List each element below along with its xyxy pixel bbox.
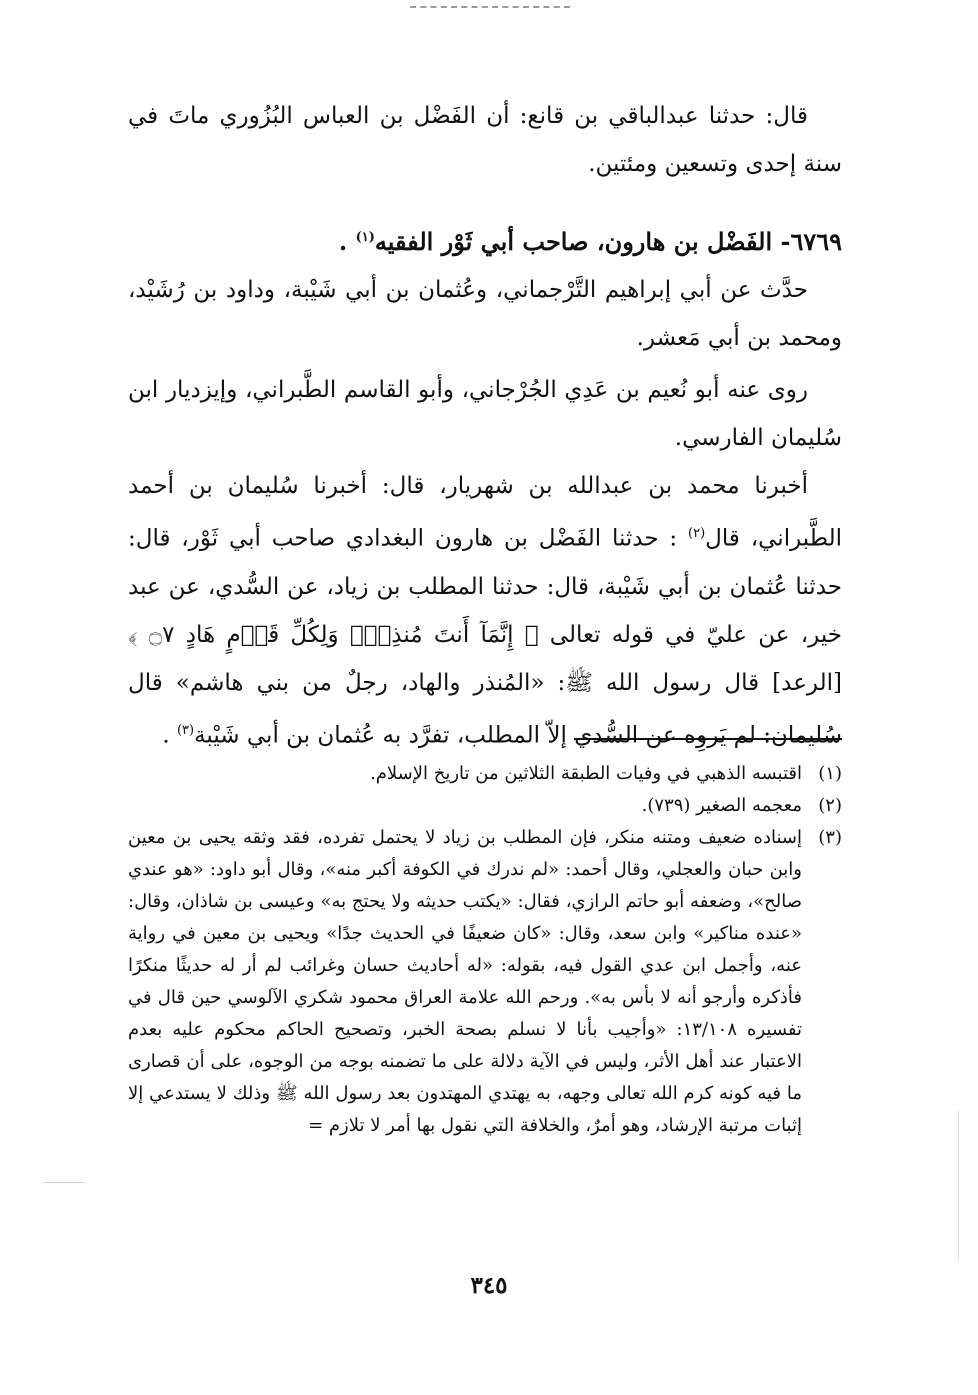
footnote-separator [574, 738, 842, 740]
footnote-item [128, 790, 842, 822]
footnotes [128, 758, 842, 1142]
footnote-text: معجمه الصغير (٧٣٩). [641, 795, 802, 816]
footnote-number: (٢) [818, 795, 842, 816]
scan-edge-mark [958, 1110, 959, 1260]
footnote-ref-2[interactable]: (٢) [688, 526, 706, 541]
footnote-text: اقتبسه الذهبي في وفيات الطبقة الثلاثين من تاريخ الإسلام. [370, 763, 802, 784]
paragraph-teachers [128, 266, 842, 362]
paragraph-text: أخبرنا محمد بن عبدالله بن شهريار، قال: أخبرنا سُليمان بن أحمد الطَّبراني، قال [128, 473, 842, 552]
paragraph-text: حدَّث عن أبي إبراهيم التَّرْجماني، وعُثمان بن أبي شَيْبة، وداود بن رُشَيْد، ومحمد بن أبي مَعشر. [128, 277, 842, 351]
footnote-ref-3[interactable]: (٣) [176, 722, 195, 738]
paragraph-students [128, 366, 842, 462]
scan-mark [44, 1182, 84, 1183]
paragraph-hadith [128, 462, 842, 759]
footnote-ref-1[interactable]: (١) [355, 230, 375, 245]
entry-heading-text: ٦٧٦٩- الفَضْل بن هارون، صاحب أبي ثَوْر الفقيه [374, 227, 842, 256]
footnote-number: (١) [818, 763, 842, 784]
footnote-item [128, 822, 842, 1142]
paragraph-text: قال: حدثنا عبدالباقي بن قانع: أن الفَضْل بن العباس البُزُوري ماتَ في سنة إحدى وتسعين ومئتين. [128, 103, 842, 177]
heading-tail: . [338, 227, 356, 256]
paragraph-tail: . [162, 722, 177, 749]
footnote-item [128, 758, 842, 790]
page-number: ٣٤٥ [470, 1272, 508, 1299]
paragraph-death-date [128, 92, 842, 188]
footnote-number: (٣) [818, 827, 842, 848]
footnote-text: إسناده ضعيف ومتنه منكر، فإن المطلب بن زياد لا يحتمل تفرده، فقد وثقه يحيى بن معين وابن حبان والعجلي، وقال أحمد: «لم ندرك في الكوفة أكبر منه»، وقال أبو داود: «هو عندي صالح»، وضعفه أبو حاتم الرازي، فقال: «يكتب حديثه ولا يحتج به» وعيسى بن شاذان، وقال: «عنده مناكير» وابن سعد، وقال: «كان ضعيفًا في الحديث جدًا» ويحيى بن معين في رواية عنه، وأجمل ابن عدي القول فيه، بقوله: «له أحاديث حسان وغرائب لم أر له حديثًا منكرًا فأذكره وأرجو أنه لا بأس به». ورحم الله علامة العراق محمود شكري الآلوسي حين قال في تفسيره ١٣/١٠٨: «وأجيب بأنا لا نسلم بصحة الخبر، وتصحيح الحاكم محكوم عليه بعدم الاعتبار عند أهل الأثر، وليس في الآية دلالة على ما تضمنه بوجه من الوجوه، على أن قصارى ما فيه كونه كرم الله تعالى وجهه، به يهتدي المهتدون بعد رسول الله ﷺ وذلك لا يستدعي إلا إثبات مرتبة الإرشاد، وهو أمرٌ، والخلافة التي نقول بها أمر لا تلازم = [128, 827, 802, 1136]
paragraph-text: : حدثنا الفَضْل بن هارون البغدادي صاحب أبي ثَوْر، قال: حدثنا عُثمان بن أبي شَيْبة، قال: حدثنا المطلب بن زياد، عن السُّدي، عن عبد خير، عن عليّ في قوله تعالى ﴿ إِنَّمَآ أَنتَ مُنذِرٌۖ وَلِكُلِّ قَوۡمٍ هَادٍ ۝٧ ﴾ [الرعد] قال رسول الله ﷺ: «المُنذر والهاد، رجلٌ من بني هاشم» قال سُليمان: لم يَروِه عن السُّدي إلاّ المطلب، تفرَّد به عُثمان بن أبي شَيْبة [128, 525, 842, 749]
entry-heading [128, 214, 876, 266]
paragraph-text: روى عنه أبو نُعيم بن عَدِي الجُرْجاني، وأبو القاسم الطَّبراني، وإيزديار ابن سُليمان الفارسي. [128, 377, 842, 451]
top-decorative-rule [410, 6, 570, 8]
